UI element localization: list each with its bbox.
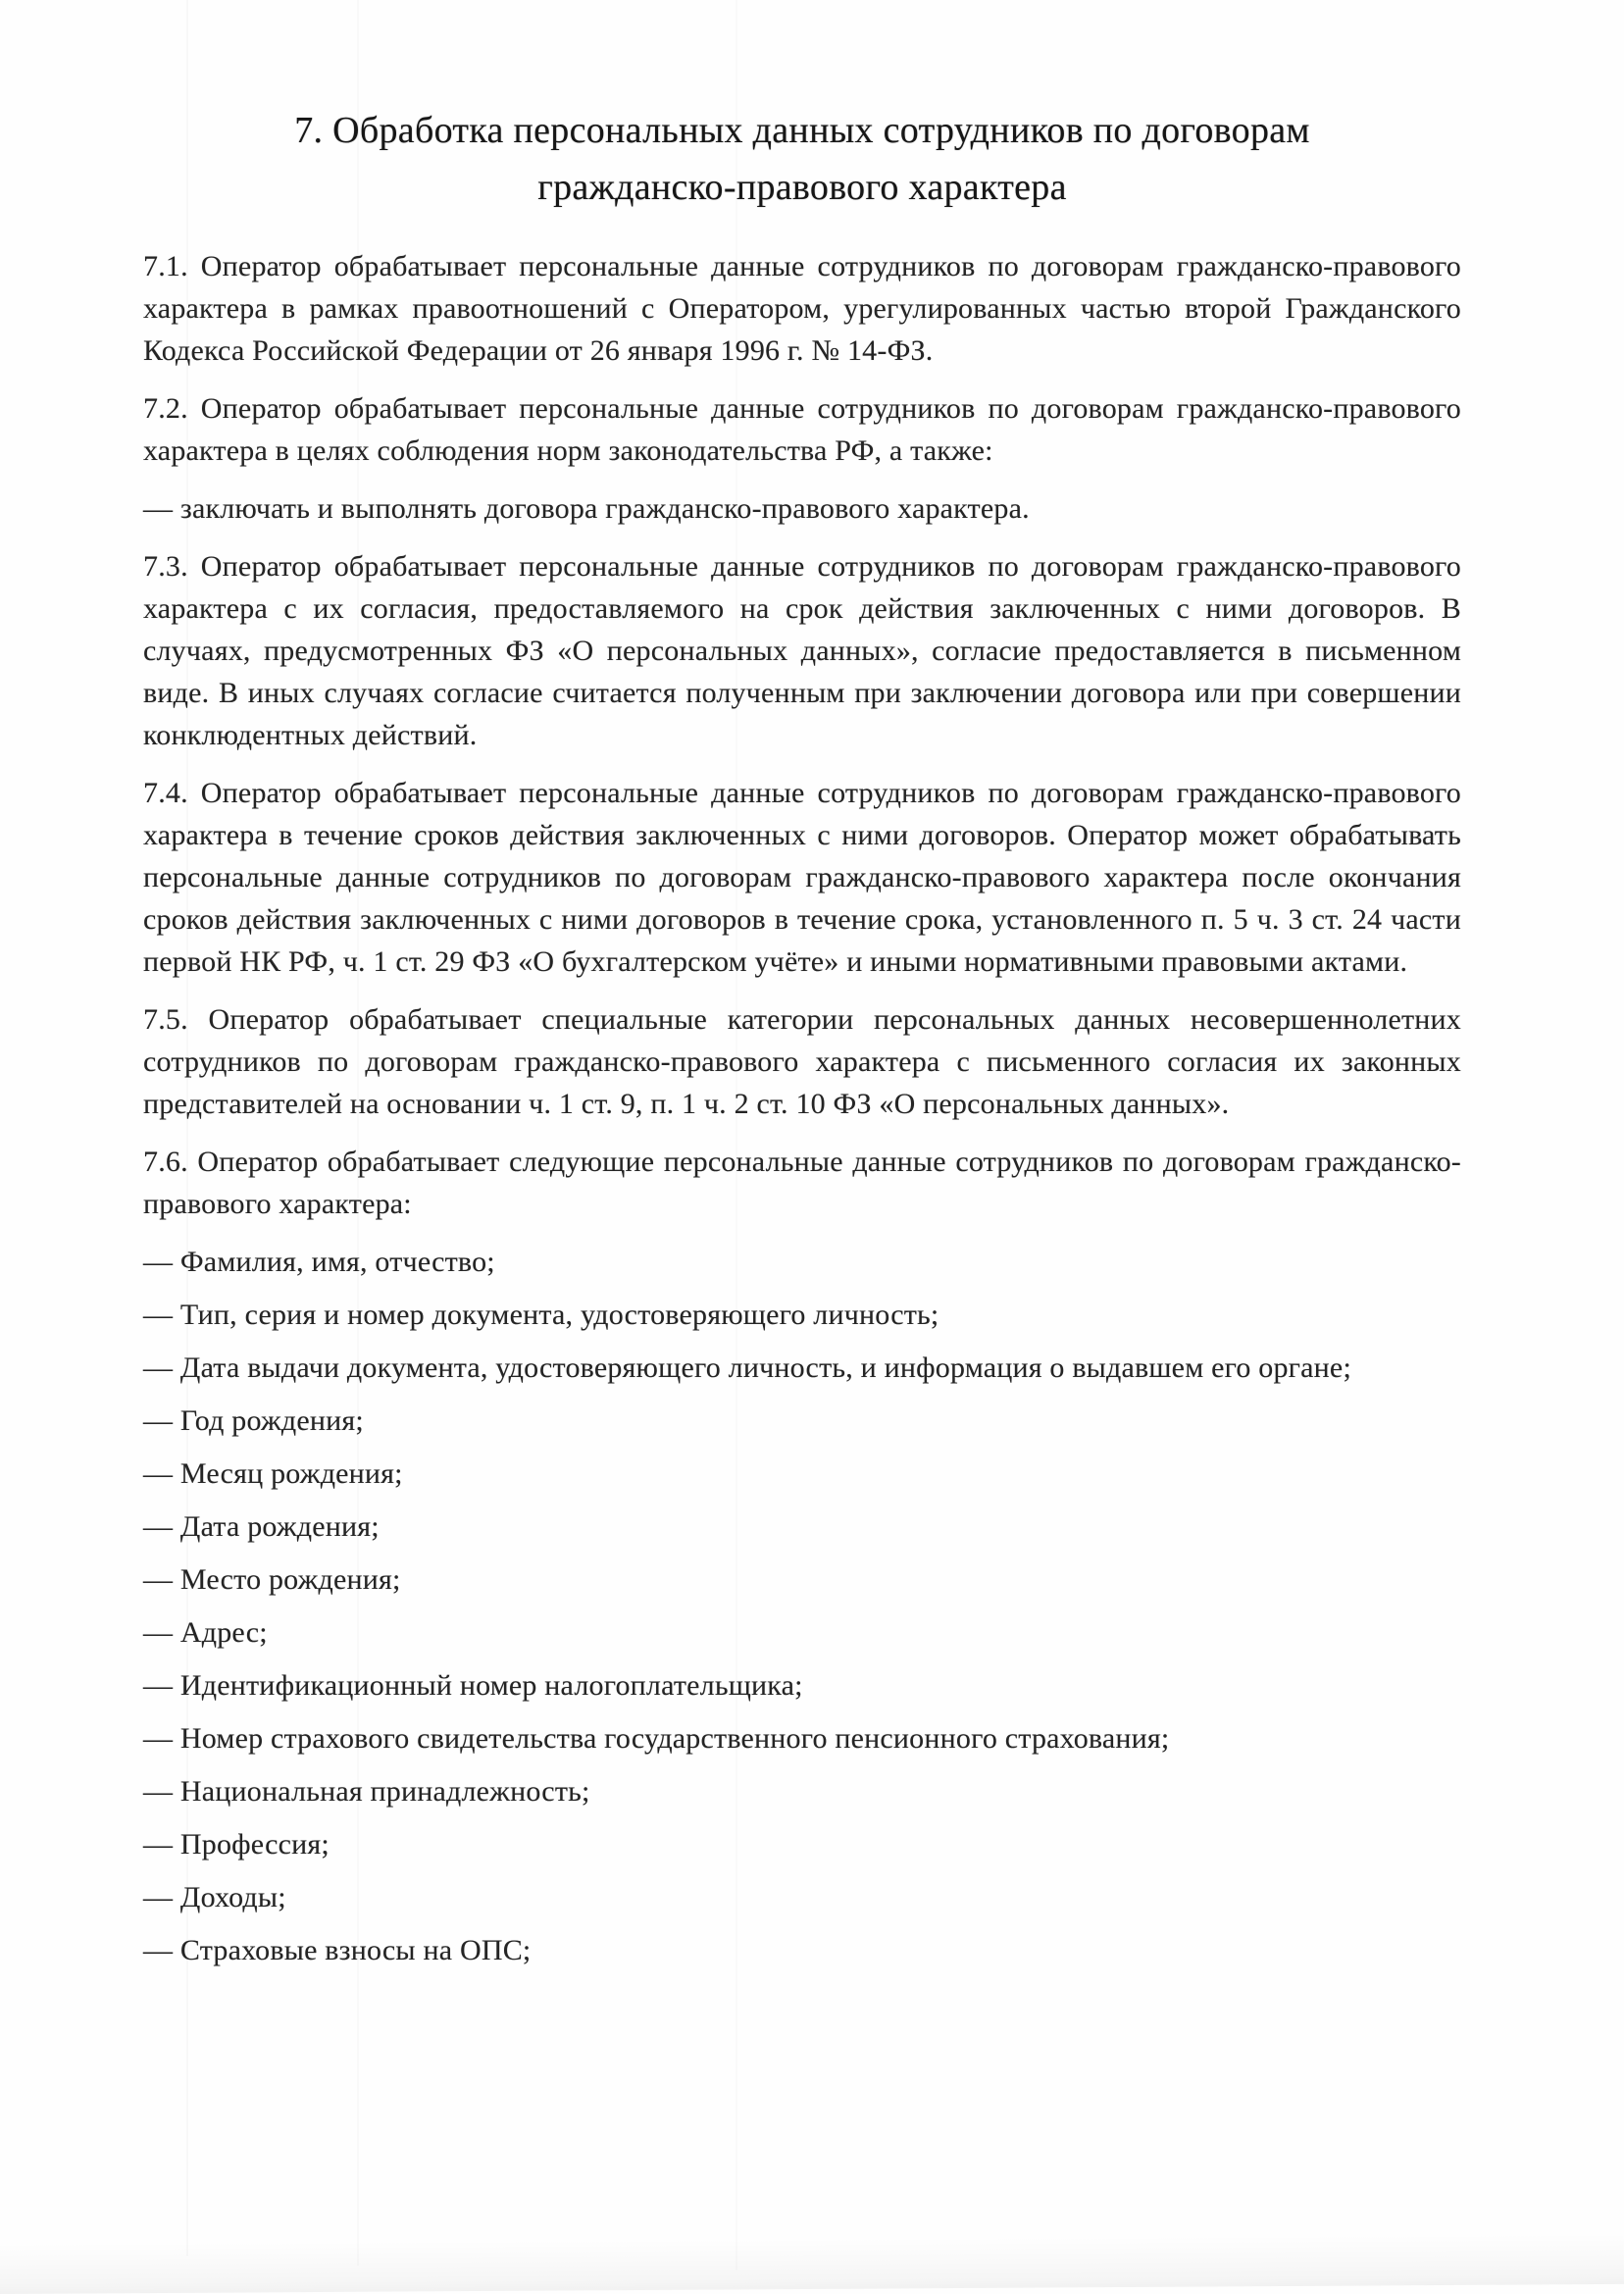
heading-line-1: 7. Обработка персональных данных сотрудников по договорам: [294, 110, 1310, 151]
personal-data-list: [143, 1241, 1461, 1971]
list-item-birth-place: — Место рождения;: [143, 1563, 401, 1596]
list-item-profession: — Профессия;: [143, 1828, 330, 1861]
paragraph-7-4: 7.4. Оператор обрабатывает персональные данные сотрудников по договорам гражданско-правового характера в течение сроков действия заключенных с ними договоров. Оператор может обрабатывать персональные данные сотрудников по договорам гражданско-правового характера после окончания сроков действия заключенных с ними договоров в течение срока, установленного п. 5 ч. 3 ст. 24 части первой НК РФ, ч. 1 ст. 29 ФЗ «О бухгалтерском учёте» и иными нормативными правовыми актами.: [143, 777, 1461, 978]
list-item-ops: — Страховые взносы на ОПС;: [143, 1934, 532, 1966]
heading-line-2: гражданско-правового характера: [537, 167, 1067, 208]
bullet-item-contracts: — заключать и выполнять договора гражданско-правового характера.: [143, 492, 1030, 525]
list-item-inn: — Идентификационный номер налогоплательщика;: [143, 1669, 803, 1702]
list-item-doc-issue: — Дата выдачи документа, удостоверяющего личность, и информация о выдавшем его органе;: [143, 1351, 1351, 1384]
paragraph-7-5: 7.5. Оператор обрабатывает специальные категории персональных данных несовершеннолетних сотрудников по договорам гражданско-правового характера с письменного согласия их законных представителей на основании ч. 1 ст. 9, п. 1 ч. 2 ст. 10 ФЗ «О персональных данных».: [143, 1003, 1461, 1120]
scan-shadow: [0, 2233, 1624, 2294]
list-item-doc-type: — Тип, серия и номер документа, удостоверяющего личность;: [143, 1299, 939, 1331]
list-item-income: — Доходы;: [143, 1881, 286, 1913]
list-item-birth-date: — Дата рождения;: [143, 1510, 380, 1543]
document-content: [143, 102, 1461, 1982]
paragraph-7-1: 7.1. Оператор обрабатывает персональные данные сотрудников по договорам гражданско-правового характера в рамках правоотношений с Оператором, урегулированных частью второй Гражданского Кодекса Российской Федерации от 26 января 1996 г. № 14-ФЗ.: [143, 250, 1461, 367]
paragraph-7-6: 7.6. Оператор обрабатывает следующие персональные данные сотрудников по договорам гражданско-правового характера:: [143, 1146, 1461, 1220]
list-item-birth-month: — Месяц рождения;: [143, 1457, 403, 1490]
section-heading: [143, 102, 1461, 216]
list-item-address: — Адрес;: [143, 1616, 268, 1649]
paragraph-7-2: 7.2. Оператор обрабатывает персональные данные сотрудников по договорам гражданско-правового характера в целях соблюдения норм законодательства РФ, а также:: [143, 392, 1461, 467]
list-item-birth-year: — Год рождения;: [143, 1404, 364, 1437]
list-item-fio: — Фамилия, имя, отчество;: [143, 1246, 495, 1278]
list-item-nationality: — Национальная принадлежность;: [143, 1775, 590, 1808]
list-item-snils: — Номер страхового свидетельства государственного пенсионного страхования;: [143, 1722, 1170, 1755]
paragraph-7-3: 7.3. Оператор обрабатывает персональные данные сотрудников по договорам гражданско-правового характера с их согласия, предоставляемого на срок действия заключенных с ними договоров. В случаях, предусмотренных ФЗ «О персональных данных», согласие предоставляется в письменном виде. В иных случаях согласие считается полученным при заключении договора или при совершении конклюдентных действий.: [143, 550, 1461, 751]
